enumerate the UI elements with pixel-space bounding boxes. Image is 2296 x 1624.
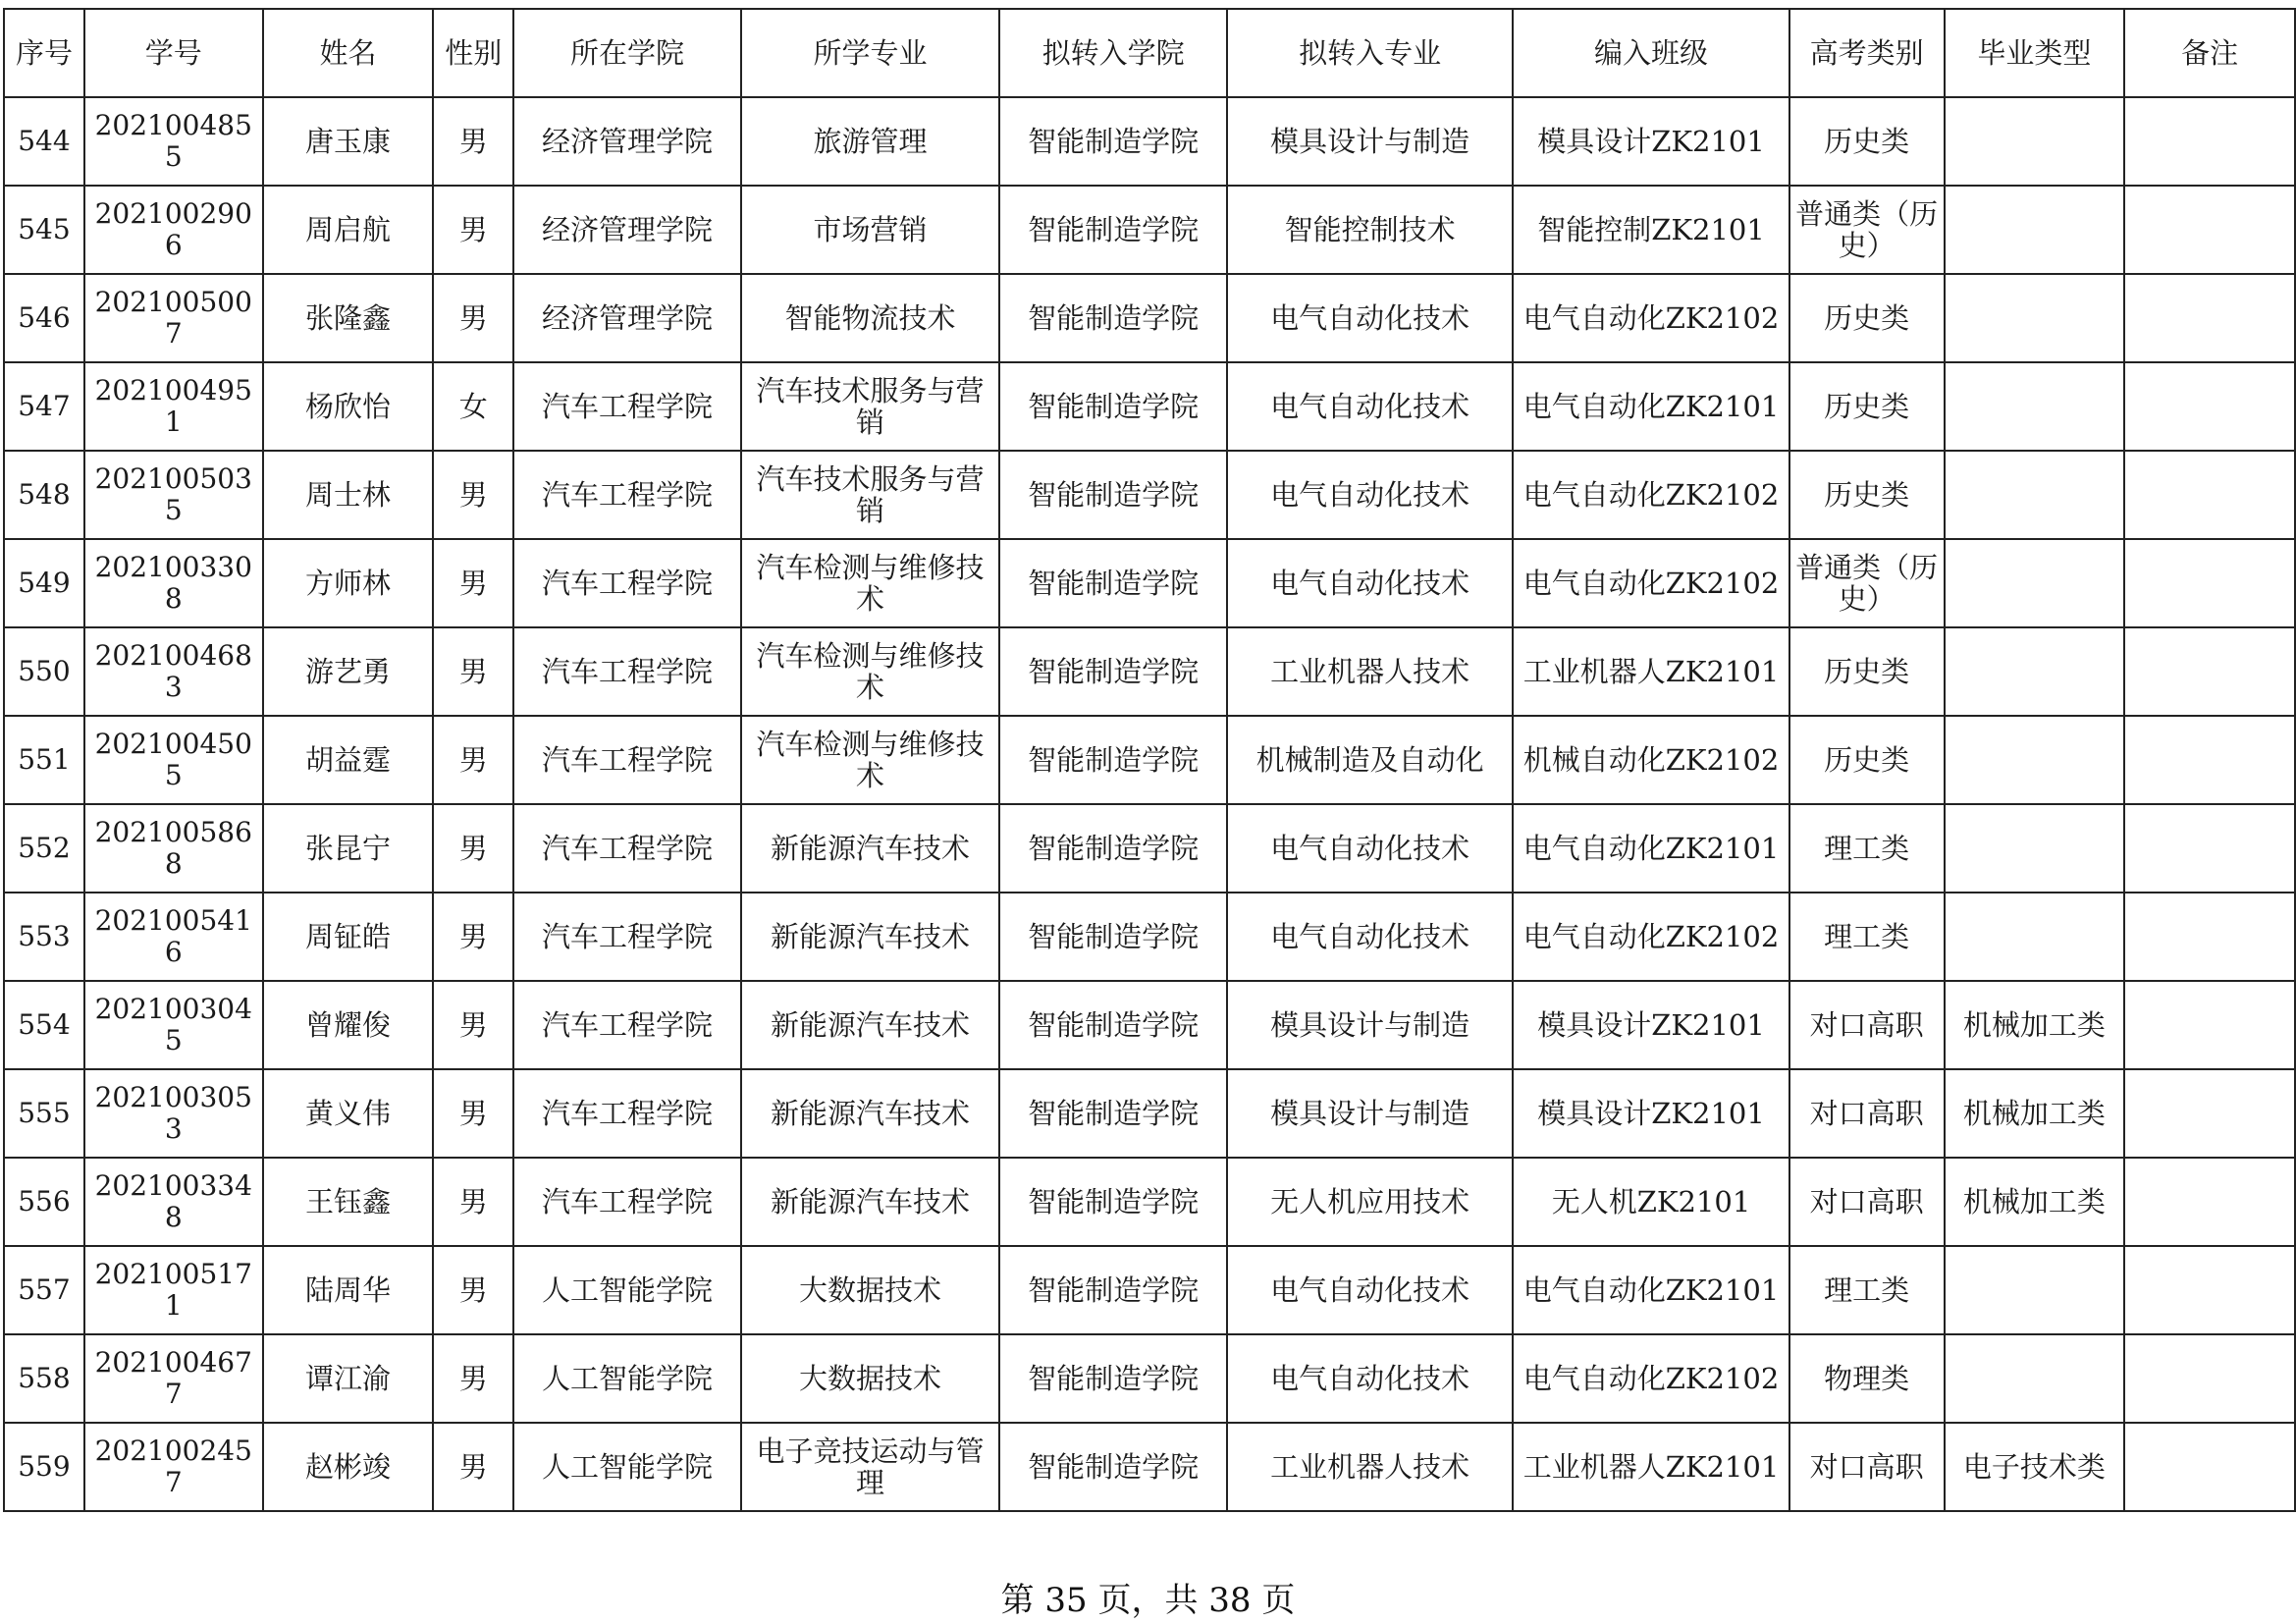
cell-student-id: 2021002906 bbox=[84, 186, 263, 274]
cell-name: 曾耀俊 bbox=[263, 981, 434, 1069]
cell-current-major: 汽车检测与维修技术 bbox=[741, 716, 1000, 804]
cell-seq: 550 bbox=[4, 627, 84, 716]
cell-gender: 男 bbox=[433, 451, 513, 539]
cell-current-major: 新能源汽车技术 bbox=[741, 1069, 1000, 1158]
cell-remarks bbox=[2124, 804, 2295, 893]
cell-assigned-class: 模具设计ZK2101 bbox=[1513, 97, 1789, 186]
cell-assigned-class: 机械自动化ZK2102 bbox=[1513, 716, 1789, 804]
cell-current-major: 汽车技术服务与营销 bbox=[741, 362, 1000, 451]
cell-target-college: 智能制造学院 bbox=[999, 97, 1227, 186]
header-graduation-type: 毕业类型 bbox=[1945, 9, 2125, 97]
cell-gender: 男 bbox=[433, 274, 513, 362]
cell-gender: 男 bbox=[433, 981, 513, 1069]
cell-remarks bbox=[2124, 893, 2295, 981]
cell-name: 杨欣怡 bbox=[263, 362, 434, 451]
cell-assigned-class: 电气自动化ZK2102 bbox=[1513, 1334, 1789, 1423]
cell-target-college: 智能制造学院 bbox=[999, 539, 1227, 627]
cell-seq: 553 bbox=[4, 893, 84, 981]
cell-graduation-type bbox=[1945, 716, 2125, 804]
table-row bbox=[4, 716, 2295, 804]
cell-current-college: 经济管理学院 bbox=[513, 274, 741, 362]
table-row bbox=[4, 1158, 2295, 1246]
cell-gender: 男 bbox=[433, 186, 513, 274]
table-row bbox=[4, 97, 2295, 186]
table-row bbox=[4, 627, 2295, 716]
header-assigned-class: 编入班级 bbox=[1513, 9, 1789, 97]
cell-student-id: 2021004677 bbox=[84, 1334, 263, 1423]
cell-name: 胡益霆 bbox=[263, 716, 434, 804]
table-row bbox=[4, 1334, 2295, 1423]
cell-target-college: 智能制造学院 bbox=[999, 893, 1227, 981]
cell-graduation-type bbox=[1945, 274, 2125, 362]
cell-gender: 男 bbox=[433, 1069, 513, 1158]
cell-assigned-class: 模具设计ZK2101 bbox=[1513, 981, 1789, 1069]
cell-assigned-class: 电气自动化ZK2102 bbox=[1513, 274, 1789, 362]
cell-seq: 546 bbox=[4, 274, 84, 362]
cell-target-major: 模具设计与制造 bbox=[1227, 981, 1513, 1069]
cell-current-college: 汽车工程学院 bbox=[513, 362, 741, 451]
cell-seq: 547 bbox=[4, 362, 84, 451]
cell-exam-category: 理工类 bbox=[1789, 804, 1945, 893]
cell-target-major: 无人机应用技术 bbox=[1227, 1158, 1513, 1246]
cell-name: 游艺勇 bbox=[263, 627, 434, 716]
header-student-id: 学号 bbox=[84, 9, 263, 97]
cell-name: 张昆宁 bbox=[263, 804, 434, 893]
cell-seq: 554 bbox=[4, 981, 84, 1069]
header-seq: 序号 bbox=[4, 9, 84, 97]
cell-target-college: 智能制造学院 bbox=[999, 1246, 1227, 1334]
cell-graduation-type bbox=[1945, 627, 2125, 716]
cell-exam-category: 历史类 bbox=[1789, 362, 1945, 451]
cell-student-id: 2021005868 bbox=[84, 804, 263, 893]
cell-target-major: 电气自动化技术 bbox=[1227, 1334, 1513, 1423]
cell-assigned-class: 工业机器人ZK2101 bbox=[1513, 1423, 1789, 1511]
cell-target-college: 智能制造学院 bbox=[999, 362, 1227, 451]
cell-remarks bbox=[2124, 362, 2295, 451]
cell-student-id: 2021004855 bbox=[84, 97, 263, 186]
cell-current-major: 旅游管理 bbox=[741, 97, 1000, 186]
cell-target-major: 电气自动化技术 bbox=[1227, 539, 1513, 627]
cell-current-major: 智能物流技术 bbox=[741, 274, 1000, 362]
header-current-college: 所在学院 bbox=[513, 9, 741, 97]
cell-seq: 558 bbox=[4, 1334, 84, 1423]
cell-graduation-type bbox=[1945, 539, 2125, 627]
cell-gender: 男 bbox=[433, 97, 513, 186]
cell-graduation-type bbox=[1945, 804, 2125, 893]
cell-remarks bbox=[2124, 274, 2295, 362]
cell-exam-category: 对口高职 bbox=[1789, 1158, 1945, 1246]
cell-student-id: 2021005007 bbox=[84, 274, 263, 362]
cell-target-college: 智能制造学院 bbox=[999, 1423, 1227, 1511]
cell-graduation-type bbox=[1945, 1334, 2125, 1423]
cell-graduation-type bbox=[1945, 451, 2125, 539]
cell-seq: 556 bbox=[4, 1158, 84, 1246]
cell-current-major: 新能源汽车技术 bbox=[741, 981, 1000, 1069]
cell-current-college: 汽车工程学院 bbox=[513, 893, 741, 981]
cell-exam-category: 物理类 bbox=[1789, 1334, 1945, 1423]
cell-name: 周启航 bbox=[263, 186, 434, 274]
cell-target-major: 机械制造及自动化 bbox=[1227, 716, 1513, 804]
cell-student-id: 2021005171 bbox=[84, 1246, 263, 1334]
cell-graduation-type bbox=[1945, 362, 2125, 451]
cell-target-college: 智能制造学院 bbox=[999, 1334, 1227, 1423]
cell-graduation-type bbox=[1945, 186, 2125, 274]
cell-name: 张隆鑫 bbox=[263, 274, 434, 362]
cell-seq: 559 bbox=[4, 1423, 84, 1511]
cell-graduation-type: 机械加工类 bbox=[1945, 981, 2125, 1069]
cell-assigned-class: 模具设计ZK2101 bbox=[1513, 1069, 1789, 1158]
cell-graduation-type: 机械加工类 bbox=[1945, 1158, 2125, 1246]
table-row bbox=[4, 186, 2295, 274]
cell-gender: 女 bbox=[433, 362, 513, 451]
header-name: 姓名 bbox=[263, 9, 434, 97]
cell-current-major: 新能源汽车技术 bbox=[741, 804, 1000, 893]
table-row bbox=[4, 274, 2295, 362]
table-row bbox=[4, 804, 2295, 893]
cell-name: 王钰鑫 bbox=[263, 1158, 434, 1246]
cell-current-college: 汽车工程学院 bbox=[513, 981, 741, 1069]
cell-student-id: 2021003308 bbox=[84, 539, 263, 627]
cell-remarks bbox=[2124, 1423, 2295, 1511]
cell-remarks bbox=[2124, 1246, 2295, 1334]
cell-exam-category: 理工类 bbox=[1789, 1246, 1945, 1334]
cell-target-major: 电气自动化技术 bbox=[1227, 451, 1513, 539]
cell-name: 方师林 bbox=[263, 539, 434, 627]
cell-student-id: 2021002457 bbox=[84, 1423, 263, 1511]
table-row bbox=[4, 1246, 2295, 1334]
header-remarks: 备注 bbox=[2124, 9, 2295, 97]
table-row bbox=[4, 451, 2295, 539]
cell-remarks bbox=[2124, 627, 2295, 716]
cell-current-major: 汽车检测与维修技术 bbox=[741, 539, 1000, 627]
cell-current-college: 经济管理学院 bbox=[513, 97, 741, 186]
cell-exam-category: 历史类 bbox=[1789, 274, 1945, 362]
cell-graduation-type: 电子技术类 bbox=[1945, 1423, 2125, 1511]
cell-remarks bbox=[2124, 186, 2295, 274]
cell-target-major: 模具设计与制造 bbox=[1227, 1069, 1513, 1158]
cell-target-college: 智能制造学院 bbox=[999, 1158, 1227, 1246]
table-row bbox=[4, 981, 2295, 1069]
cell-current-major: 新能源汽车技术 bbox=[741, 893, 1000, 981]
table-row bbox=[4, 893, 2295, 981]
cell-assigned-class: 电气自动化ZK2102 bbox=[1513, 451, 1789, 539]
cell-target-major: 工业机器人技术 bbox=[1227, 1423, 1513, 1511]
cell-current-college: 汽车工程学院 bbox=[513, 539, 741, 627]
student-transfer-table bbox=[3, 8, 2296, 1512]
cell-assigned-class: 电气自动化ZK2101 bbox=[1513, 1246, 1789, 1334]
cell-remarks bbox=[2124, 451, 2295, 539]
cell-target-major: 电气自动化技术 bbox=[1227, 804, 1513, 893]
cell-current-college: 汽车工程学院 bbox=[513, 1069, 741, 1158]
cell-student-id: 2021005035 bbox=[84, 451, 263, 539]
cell-gender: 男 bbox=[433, 804, 513, 893]
cell-graduation-type: 机械加工类 bbox=[1945, 1069, 2125, 1158]
header-gender: 性别 bbox=[433, 9, 513, 97]
cell-remarks bbox=[2124, 1158, 2295, 1246]
table-body bbox=[4, 97, 2295, 1511]
header-target-college: 拟转入学院 bbox=[999, 9, 1227, 97]
header-current-major: 所学专业 bbox=[741, 9, 1000, 97]
cell-student-id: 2021004505 bbox=[84, 716, 263, 804]
cell-current-college: 汽车工程学院 bbox=[513, 1158, 741, 1246]
cell-student-id: 2021004951 bbox=[84, 362, 263, 451]
cell-exam-category: 对口高职 bbox=[1789, 1069, 1945, 1158]
cell-gender: 男 bbox=[433, 1334, 513, 1423]
cell-remarks bbox=[2124, 981, 2295, 1069]
cell-target-major: 电气自动化技术 bbox=[1227, 362, 1513, 451]
header-exam-category: 高考类别 bbox=[1789, 9, 1945, 97]
cell-exam-category: 历史类 bbox=[1789, 716, 1945, 804]
cell-remarks bbox=[2124, 716, 2295, 804]
cell-exam-category: 对口高职 bbox=[1789, 1423, 1945, 1511]
cell-target-major: 智能控制技术 bbox=[1227, 186, 1513, 274]
cell-exam-category: 历史类 bbox=[1789, 451, 1945, 539]
cell-current-college: 人工智能学院 bbox=[513, 1423, 741, 1511]
cell-gender: 男 bbox=[433, 1246, 513, 1334]
cell-gender: 男 bbox=[433, 627, 513, 716]
cell-gender: 男 bbox=[433, 893, 513, 981]
cell-student-id: 2021004683 bbox=[84, 627, 263, 716]
cell-exam-category: 历史类 bbox=[1789, 97, 1945, 186]
cell-current-college: 汽车工程学院 bbox=[513, 716, 741, 804]
cell-remarks bbox=[2124, 1069, 2295, 1158]
cell-student-id: 2021005416 bbox=[84, 893, 263, 981]
cell-gender: 男 bbox=[433, 716, 513, 804]
cell-gender: 男 bbox=[433, 1423, 513, 1511]
cell-gender: 男 bbox=[433, 539, 513, 627]
table-row bbox=[4, 1423, 2295, 1511]
cell-current-major: 汽车技术服务与营销 bbox=[741, 451, 1000, 539]
cell-target-college: 智能制造学院 bbox=[999, 981, 1227, 1069]
page-number: 第 35 页，共 38 页 bbox=[1000, 1581, 1296, 1620]
header-target-major: 拟转入专业 bbox=[1227, 9, 1513, 97]
cell-remarks bbox=[2124, 97, 2295, 186]
cell-assigned-class: 工业机器人ZK2101 bbox=[1513, 627, 1789, 716]
cell-student-id: 2021003053 bbox=[84, 1069, 263, 1158]
cell-name: 周士林 bbox=[263, 451, 434, 539]
cell-name: 谭江渝 bbox=[263, 1334, 434, 1423]
cell-name: 唐玉康 bbox=[263, 97, 434, 186]
cell-target-college: 智能制造学院 bbox=[999, 1069, 1227, 1158]
cell-target-major: 工业机器人技术 bbox=[1227, 627, 1513, 716]
cell-target-major: 电气自动化技术 bbox=[1227, 1246, 1513, 1334]
cell-target-major: 模具设计与制造 bbox=[1227, 97, 1513, 186]
cell-seq: 545 bbox=[4, 186, 84, 274]
table-row bbox=[4, 539, 2295, 627]
cell-assigned-class: 电气自动化ZK2101 bbox=[1513, 804, 1789, 893]
cell-current-major: 大数据技术 bbox=[741, 1246, 1000, 1334]
cell-seq: 549 bbox=[4, 539, 84, 627]
cell-assigned-class: 电气自动化ZK2101 bbox=[1513, 362, 1789, 451]
cell-current-major: 大数据技术 bbox=[741, 1334, 1000, 1423]
cell-gender: 男 bbox=[433, 1158, 513, 1246]
cell-assigned-class: 电气自动化ZK2102 bbox=[1513, 539, 1789, 627]
cell-name: 黄义伟 bbox=[263, 1069, 434, 1158]
cell-current-major: 新能源汽车技术 bbox=[741, 1158, 1000, 1246]
cell-remarks bbox=[2124, 539, 2295, 627]
cell-current-major: 电子竞技运动与管理 bbox=[741, 1423, 1000, 1511]
cell-current-college: 汽车工程学院 bbox=[513, 804, 741, 893]
cell-current-college: 人工智能学院 bbox=[513, 1334, 741, 1423]
cell-graduation-type bbox=[1945, 97, 2125, 186]
cell-seq: 557 bbox=[4, 1246, 84, 1334]
cell-remarks bbox=[2124, 1334, 2295, 1423]
cell-current-college: 人工智能学院 bbox=[513, 1246, 741, 1334]
cell-seq: 551 bbox=[4, 716, 84, 804]
cell-target-college: 智能制造学院 bbox=[999, 627, 1227, 716]
cell-name: 周钲皓 bbox=[263, 893, 434, 981]
cell-exam-category: 理工类 bbox=[1789, 893, 1945, 981]
cell-seq: 552 bbox=[4, 804, 84, 893]
cell-target-college: 智能制造学院 bbox=[999, 274, 1227, 362]
cell-exam-category: 普通类（历史） bbox=[1789, 539, 1945, 627]
cell-target-college: 智能制造学院 bbox=[999, 716, 1227, 804]
cell-student-id: 2021003045 bbox=[84, 981, 263, 1069]
table-row bbox=[4, 1069, 2295, 1158]
cell-exam-category: 普通类（历史） bbox=[1789, 186, 1945, 274]
cell-seq: 555 bbox=[4, 1069, 84, 1158]
cell-target-major: 电气自动化技术 bbox=[1227, 893, 1513, 981]
cell-target-college: 智能制造学院 bbox=[999, 451, 1227, 539]
cell-current-college: 汽车工程学院 bbox=[513, 451, 741, 539]
cell-graduation-type bbox=[1945, 1246, 2125, 1334]
cell-seq: 544 bbox=[4, 97, 84, 186]
cell-seq: 548 bbox=[4, 451, 84, 539]
cell-exam-category: 对口高职 bbox=[1789, 981, 1945, 1069]
table-row bbox=[4, 362, 2295, 451]
cell-graduation-type bbox=[1945, 893, 2125, 981]
cell-target-college: 智能制造学院 bbox=[999, 804, 1227, 893]
cell-assigned-class: 电气自动化ZK2102 bbox=[1513, 893, 1789, 981]
cell-assigned-class: 无人机ZK2101 bbox=[1513, 1158, 1789, 1246]
cell-current-college: 汽车工程学院 bbox=[513, 627, 741, 716]
cell-name: 陆周华 bbox=[263, 1246, 434, 1334]
cell-exam-category: 历史类 bbox=[1789, 627, 1945, 716]
cell-current-major: 市场营销 bbox=[741, 186, 1000, 274]
cell-target-major: 电气自动化技术 bbox=[1227, 274, 1513, 362]
cell-name: 赵彬竣 bbox=[263, 1423, 434, 1511]
cell-target-college: 智能制造学院 bbox=[999, 186, 1227, 274]
cell-student-id: 2021003348 bbox=[84, 1158, 263, 1246]
header-row bbox=[4, 9, 2295, 97]
cell-current-college: 经济管理学院 bbox=[513, 186, 741, 274]
cell-current-major: 汽车检测与维修技术 bbox=[741, 627, 1000, 716]
cell-assigned-class: 智能控制ZK2101 bbox=[1513, 186, 1789, 274]
